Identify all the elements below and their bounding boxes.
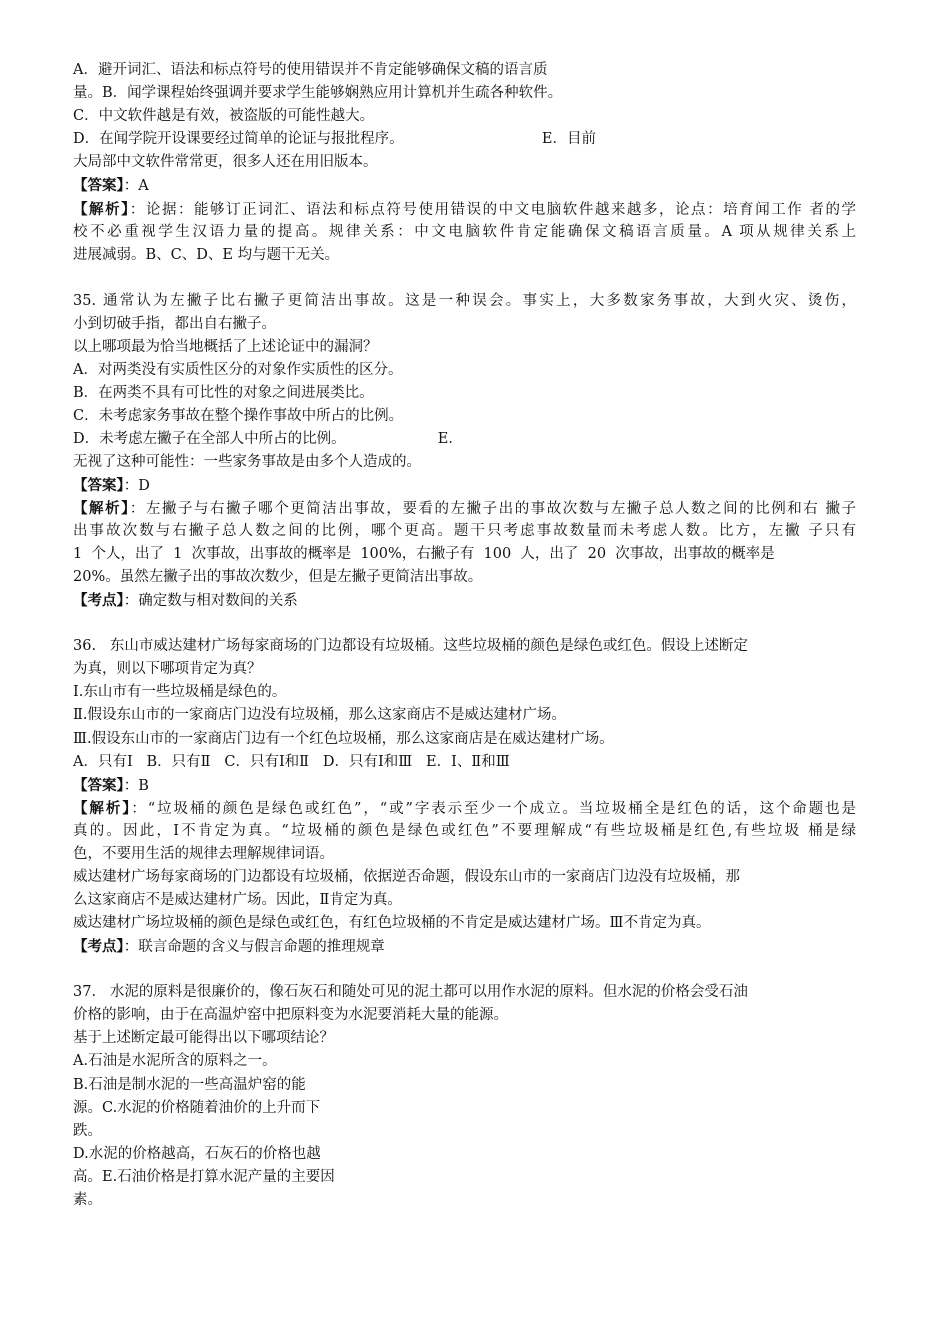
analysis-text: ：左撇子与右撇子哪个更简洁出事故，要看的左撇子出的事故次数与左撇子总人数之间的比例和右 撇子 (129, 501, 857, 517)
analysis-label: 【解析】 (73, 800, 132, 817)
q35-question: 以上哪项最为恰当地概括了上述论证中的漏洞？ (73, 339, 378, 355)
keypoint-label: 【考点】 (73, 592, 124, 609)
q34-analysis (73, 198, 856, 222)
answer-value: ：A (123, 178, 149, 194)
answer-label: 【答案】 (73, 777, 124, 794)
q36-analysis-line: 色，不要用生活的规律去理解规律词语。 (73, 846, 334, 862)
answer-value: ：D (123, 478, 150, 494)
q36-analysis-line: 威达建材广场每家商场的门边都设有垃圾桶，依据逆否命题，假设东山市的一家商店门边没有垃圾桶，那 (73, 869, 740, 885)
analysis-label: 【解析】 (73, 500, 130, 517)
q35-stem-line: 小到切破手指，都出自右撇子。 (73, 316, 276, 332)
q34-option-e: 大局部中文软件常常更，很多人还在用旧版本。 (73, 154, 378, 170)
keypoint-label: 【考点】 (73, 938, 124, 955)
q36-analysis (73, 797, 856, 821)
q35-option-d: D．未考虑左撇子在全部人中所占的比例。 E． (73, 431, 463, 447)
analysis-text: ：论据：能够订正词汇、语法和标点符号使用错误的中文电脑软件越来越多，论点：培育闻工作 者的学 (129, 202, 857, 218)
q36-statement-1: Ⅰ.东山市有一些垃圾桶是绿色的。 (73, 684, 287, 700)
q35-analysis-line: 出事故次数与右撇子总人数之间的比例，哪个更高。题干只考虑事故数量而未考虑人数。比方，左撇 子只有 (73, 523, 856, 539)
q37-option-b: B.石油是制水泥的一些高温炉窑的能 (73, 1077, 306, 1093)
keypoint-text: ：确定数与相对数间的关系 (123, 593, 298, 609)
q35-option-a: A．对两类没有实质性区分的对象作实质性的区分。 (73, 362, 403, 378)
q37-option-e-cont: 素。 (73, 1192, 102, 1208)
q34-analysis-line: 进展减弱。B、C、D、E 均与题干无关。 (73, 247, 340, 263)
q36-statement-2: Ⅱ.假设东山市的一家商店门边没有垃圾桶，那么这家商店不是威达建材广场。 (73, 707, 566, 723)
q34-analysis-line: 校不必重视学生汉语力量的提高。规律关系：中文电脑软件肯定能确保文稿语言质量。A 项从规律关系上 (73, 224, 856, 240)
q37-option-c-cont: 跌。 (73, 1123, 102, 1139)
q35-analysis-line: 1 个人，出了 1 次事故，出事故的概率是 100%，右撇子有 100 人，出了 20 次事故，出事故的概率是 (73, 546, 775, 562)
q37-stem-line: 价格的影响，由于在高温炉窑中把原料变为水泥要消耗大量的能源。 (73, 1007, 508, 1023)
q37-option-c: 源。C.水泥的价格随着油价的上升而下 (73, 1100, 321, 1116)
q35-option-b: B．在两类不具有可比性的对象之间进展类比。 (73, 385, 374, 401)
keypoint-text: ：联言命题的含义与假言命题的推理规章 (123, 939, 385, 955)
q34-option-a: A．避开词汇、语法和标点符号的使用错误并不肯定能够确保文稿的语言质 (73, 62, 548, 78)
q35-stem: 35. 通常认为左撇子比右撇子更简洁出事故。这是一种误会。事实上，大多数家务事故，大到火灾、烫伤， (73, 293, 856, 309)
answer-value: ：B (123, 778, 149, 794)
q36-analysis-line: 么这家商店不是威达建材广场。因此，Ⅱ肯定为真。 (73, 892, 402, 908)
q35-answer (73, 474, 150, 498)
q34-option-d: D．在闻学院开设课要经过简单的论证与报批程序。 E．目前 (73, 131, 596, 147)
analysis-text: ：“垃圾桶的颜色是绿色或红色”，“或”字表示至少一个成立。当垃圾桶全是红色的话，这个命题也是 (131, 801, 856, 817)
q35-analysis-line: 20%。虽然左撇子出的事故次数少，但是左撇子更简洁出事故。 (73, 569, 483, 585)
q36-stem-line: 为真，则以下哪项肯定为真？ (73, 661, 262, 677)
q37-option-e: 高。E.石油价格是打算水泥产量的主要因 (73, 1169, 335, 1185)
analysis-label: 【解析】 (73, 201, 130, 218)
q34-option-b: 量。B．闻学课程始终强调并要求学生能够娴熟应用计算机并生疏各种软件。 (73, 85, 563, 101)
q37-option-d: D.水泥的价格越高，石灰石的价格也越 (73, 1146, 321, 1162)
answer-label: 【答案】 (73, 477, 124, 494)
q36-keypoint (73, 935, 385, 959)
q36-answer (73, 774, 149, 798)
q34-answer (73, 174, 149, 198)
q37-question: 基于上述断定最可能得出以下哪项结论？ (73, 1030, 334, 1046)
q35-option-c: C．未考虑家务事故在整个操作事故中所占的比例。 (73, 408, 404, 424)
q34-option-c: C．中文软件越是有效，被盗版的可能性越大。 (73, 108, 375, 124)
q35-option-e: 无视了这种可能性：一些家务事故是由多个人造成的。 (73, 454, 421, 470)
q37-option-a: A.石油是水泥所含的原料之一。 (73, 1053, 277, 1069)
q36-options: A．只有Ⅰ B．只有Ⅱ C．只有Ⅰ和Ⅱ D．只有Ⅰ和Ⅲ E．Ⅰ、Ⅱ和Ⅲ (73, 754, 510, 770)
q36-analysis-line: 真的。因此，Ⅰ不肯定为真。“垃圾桶的颜色是绿色或红色”不要理解成“有些垃圾桶是红色,有些垃圾 桶是绿 (73, 823, 856, 839)
q35-keypoint (73, 589, 298, 613)
q36-statement-3: Ⅲ.假设东山市的一家商店门边有一个红色垃圾桶，那么这家商店是在威达建材广场。 (73, 731, 614, 747)
answer-label: 【答案】 (73, 177, 124, 194)
q36-analysis-line: 威达建材广场垃圾桶的颜色是绿色或红色，有红色垃圾桶的不肯定是威达建材广场。Ⅲ不肯定为真。 (73, 915, 711, 931)
q35-analysis (73, 497, 856, 521)
q36-stem: 36. 东山市威达建材广场每家商场的门边都设有垃圾桶。这些垃圾桶的颜色是绿色或红色。假设上述断定 (73, 638, 748, 654)
q37-stem: 37. 水泥的原料是很廉价的，像石灰石和随处可见的泥土都可以用作水泥的原料。但水泥的价格会受石油 (73, 984, 748, 1000)
